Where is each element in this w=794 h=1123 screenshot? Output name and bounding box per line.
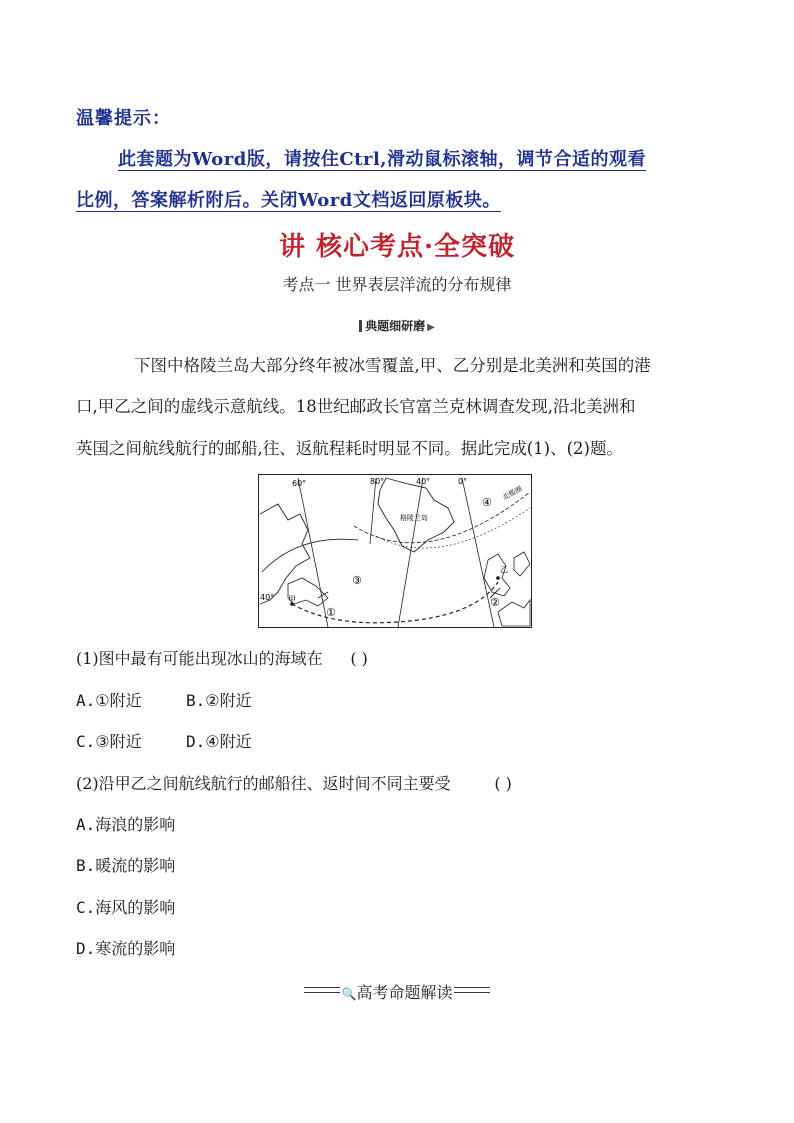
jia-label: 甲 (288, 595, 296, 604)
tag-bar-icon (359, 320, 362, 332)
q1-option-d[interactable]: D.④附近 (186, 732, 252, 751)
lon-80-label: 80° (370, 477, 385, 486)
q2-option-a[interactable]: A.海浪的影响 (76, 815, 176, 834)
marker-1: ① (326, 606, 336, 619)
double-rule-right (454, 987, 490, 993)
tip-line-2: 比例，答案解析附后。关闭Word文档返回原板块。 (76, 190, 501, 211)
q1-option-b[interactable]: B.②附近 (186, 691, 252, 710)
q1-option-a[interactable]: A.①附近 (76, 691, 142, 710)
arctic-circle-label: 北极圈 (501, 484, 524, 502)
passage-line-2: 口,甲乙之间的虚线示意航线。18世纪邮政长官富兰克林调查发现,沿北美洲和 (76, 397, 636, 416)
tip-line-1: 此套题为Word版，请按住Ctrl,滑动鼠标滚轴，调节合适的观看 (118, 149, 647, 170)
lon-40-label: 40° (416, 477, 431, 486)
marker-4: ④ (482, 496, 492, 509)
lon-0-label: 0° (458, 477, 468, 486)
q2-option-b[interactable]: B.暖流的影响 (76, 856, 176, 875)
passage-line-1: 下图中格陵兰岛大部分终年被冰雪覆盖,甲、乙分别是北美洲和英国的港 (134, 356, 651, 375)
q2-stem-row (76, 771, 512, 794)
section-tag (0, 317, 794, 334)
q1-option-c[interactable]: C.③附近 (76, 732, 142, 751)
q2-stem: (2)沿甲乙之间航线航行的邮船往、返时间不同主要受 (76, 774, 451, 793)
lat-40-label: 40° (260, 593, 275, 602)
q1-stem-row (76, 646, 368, 669)
tip-title: 温馨提示： (76, 108, 171, 129)
section-title: 讲 核心考点·全突破 (278, 232, 516, 262)
tag-label: 典题细研磨 (365, 319, 426, 333)
magnifier-icon: 🔍 (341, 987, 357, 1001)
q2-answer-paren: ( ) (494, 774, 512, 793)
footer-label: 高考命题解读 (356, 983, 453, 1002)
marker-2: ② (490, 596, 500, 609)
footer-heading (0, 980, 794, 1003)
double-rule-left (304, 987, 340, 993)
north-atlantic-map (258, 474, 532, 628)
tag-arrow-icon: ▶ (427, 322, 435, 333)
q1-answer-paren: ( ) (350, 649, 368, 668)
kaodian-title: 考点一 世界表层洋流的分布规律 (282, 275, 512, 294)
marker-3: ③ (352, 574, 362, 587)
q2-option-d[interactable]: D.寒流的影响 (76, 939, 176, 958)
yi-label: 乙 (500, 565, 508, 574)
greenland-label: 格陵兰岛 (400, 514, 428, 522)
passage-line-3: 英国之间航线航行的邮船,往、返航程耗时明显不同。据此完成(1)、(2)题。 (76, 439, 623, 458)
q2-option-c[interactable]: C.海风的影响 (76, 898, 176, 917)
lon-60-label: 60° (292, 479, 307, 488)
q1-stem: (1)图中最有可能出现冰山的海域在 (76, 649, 323, 668)
